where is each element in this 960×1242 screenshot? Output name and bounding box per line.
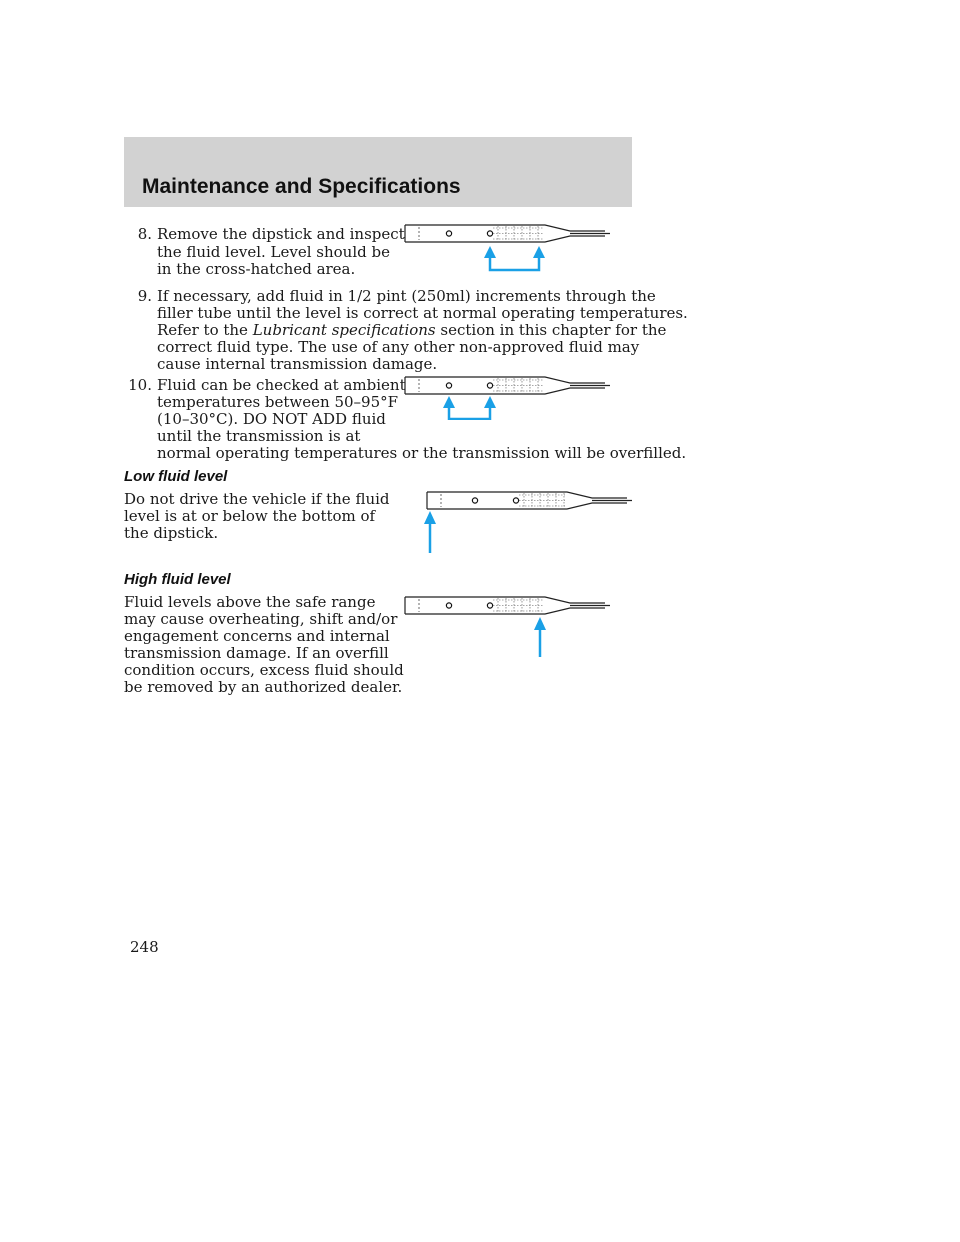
high-fluid-line-1: Fluid levels above the safe range — [124, 593, 376, 611]
step-10-line-3: (10–30°C). DO NOT ADD fluid — [157, 410, 386, 428]
step-9-line-5: cause internal transmission damage. — [157, 355, 438, 373]
step-10-line-1: Fluid can be checked at ambient — [157, 376, 406, 394]
low-arrow — [424, 511, 436, 553]
low-fluid-heading: Low fluid level — [124, 468, 228, 485]
step-8-line-1: Remove the dipstick and inspect — [157, 225, 405, 243]
low-fluid-line-3: the dipstick. — [124, 524, 219, 542]
dipstick-diagram-ambient-level — [400, 370, 615, 420]
page-number: 248 — [130, 938, 159, 956]
step-number: 8. — [137, 225, 152, 243]
step-9-line-4: correct fluid type. The use of any other non-approved fluid may — [157, 338, 640, 356]
range-arrows — [484, 246, 545, 270]
dipstick-diagram-correct-level — [400, 218, 615, 278]
high-fluid-line-2: may cause overheating, shift and/or — [124, 610, 398, 628]
high-fluid-line-5: condition occurs, excess fluid should — [124, 661, 404, 679]
step-10-line-4: until the transmission is at — [157, 427, 361, 445]
range-arrows — [443, 396, 496, 419]
high-arrow — [534, 617, 546, 657]
step-10-line-5: normal operating temperatures or the transmission will be overfilled. — [157, 444, 687, 462]
low-fluid-line-2: level is at or below the bottom of — [124, 507, 376, 525]
step-9-line-2: filler tube until the level is correct at normal operating temperatures. — [157, 304, 688, 322]
high-fluid-heading: High fluid level — [124, 571, 231, 588]
step-10-line-2: temperatures between 50–95°F — [157, 393, 399, 411]
lubricant-specifications-reference: Lubricant specifications — [252, 321, 436, 339]
step-8-line-2: the fluid level. Level should be — [157, 243, 390, 261]
low-fluid-line-1: Do not drive the vehicle if the fluid — [124, 490, 390, 508]
step-9-line-3: Refer to the Lubricant specifications section in this chapter for the — [157, 321, 667, 339]
step-number: 10. — [128, 376, 152, 394]
step-number: 9. — [137, 287, 152, 305]
step-9-line-1: If necessary, add fluid in 1/2 pint (250ml) increments through the — [157, 287, 656, 305]
page-title: Maintenance and Specifications — [142, 175, 461, 198]
high-fluid-line-3: engagement concerns and internal — [124, 627, 390, 645]
section-header — [124, 137, 632, 207]
high-fluid-line-4: transmission damage. If an overfill — [124, 644, 389, 662]
dipstick-diagram-high-level — [400, 590, 615, 660]
dipstick-diagram-low-level — [422, 485, 637, 557]
step-8-line-3: in the cross-hatched area. — [157, 260, 356, 278]
high-fluid-line-6: be removed by an authorized dealer. — [124, 678, 403, 696]
